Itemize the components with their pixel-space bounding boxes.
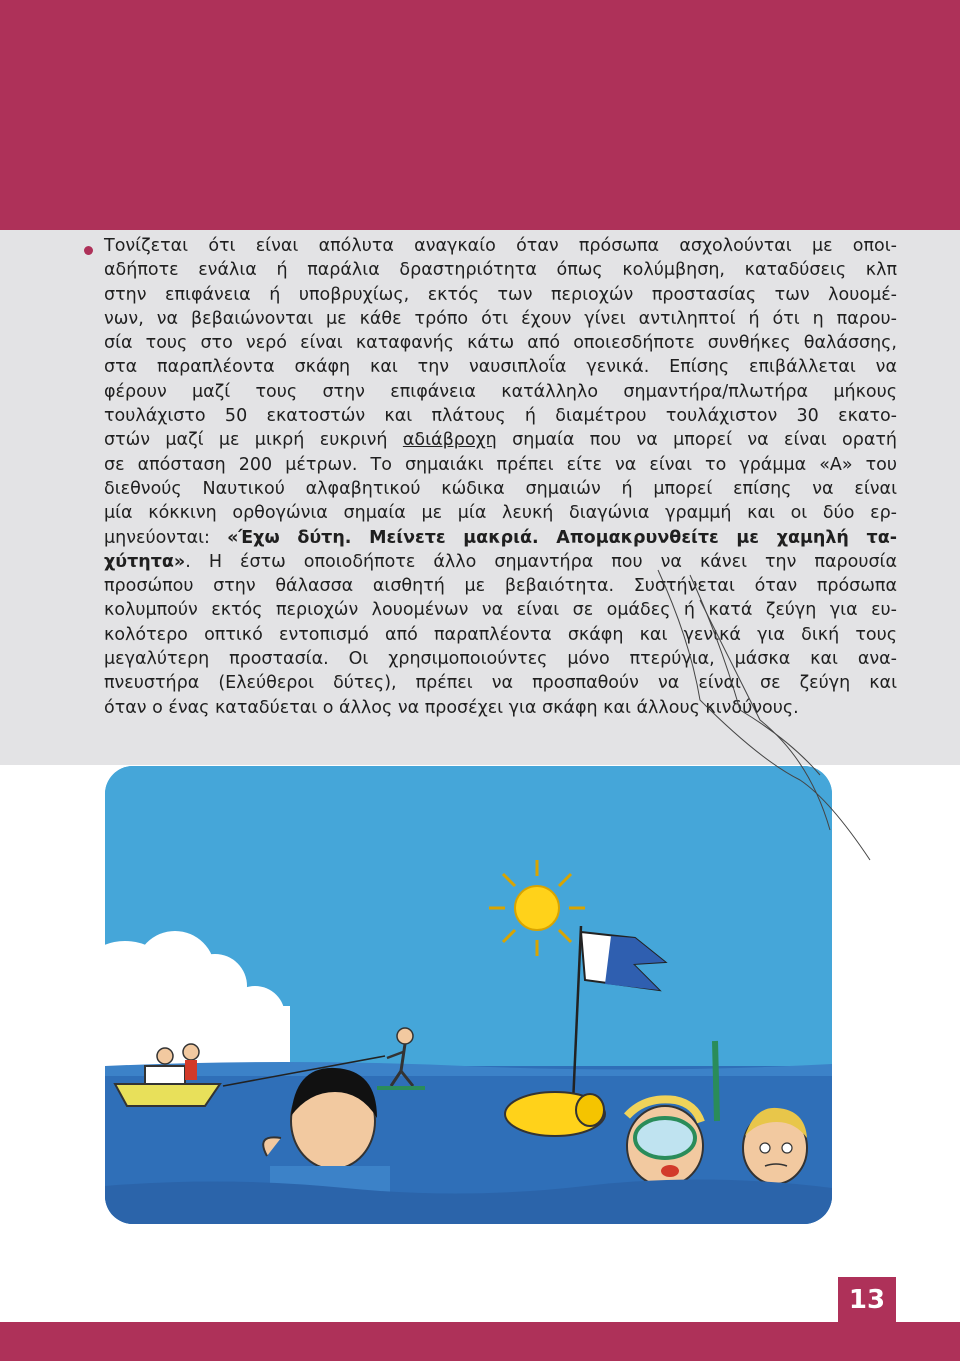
text-line: στην επιφάνεια ή υποβρυχίως, εκτός των περιοχών προστασίας των λουομέ- [104, 284, 897, 305]
header-band [0, 0, 960, 230]
text-line: φέρουν μαζί τους στην επιφάνεια κατάλληλο σημαντήρα/πλωτήρα μήκους [104, 381, 897, 402]
text-line: Τονίζεται ότι είναι απόλυτα αναγκαίο όταν πρόσωπα ασχολούνται με οποι- [104, 236, 897, 256]
text-line: αδήποτε ενάλια ή παράλια δραστηριότητα όπως κολύμβηση, καταδύσεις κλπ [104, 260, 897, 281]
text-line: διεθνούς Ναυτικού αλφαβητικού κώδικα σημαιών ή μπορεί επίσης να είναι [104, 478, 897, 499]
text-line: πνευστήρα (Ελεύθεροι δύτες), πρέπει να προσπαθούν να είναι σε ζεύγη και [104, 673, 897, 694]
article-paragraph [104, 234, 897, 720]
buoy-icon [505, 1092, 605, 1136]
text-line: κολότερο οπτικό εντοπισμό από παραπλέοντα σκάφη και γενικά για δική τους [104, 624, 897, 645]
text-line: σε απόσταση 200 μέτρων. Το σημαιάκι πρέπει είτε να είναι το γράμμα «Α» του [104, 454, 897, 475]
text-line: σία τους στο νερό είναι καταφανής κάτω από οποιεσδήποτε συνθήκες θαλάσσης, [104, 333, 897, 354]
sea-safety-illustration [105, 766, 832, 1224]
text-line: στών μαζί με μικρή ευκρινή αδιάβροχη σημαία που να μπορεί να είναι ορατή [104, 430, 897, 451]
text-line: μηνεύονται: «Έχω δύτη. Μείνετε μακριά. Απομακρυνθείτε με χαμηλή τα- [104, 527, 897, 548]
text-line: νων, να βεβαιώνονται με κάθε τρόπο ότι έχουν γίνει αντιληπτοί ή ότι η παρου- [104, 308, 897, 329]
text-line: προσώπου στην θάλασσα αισθητή με βεβαιότητα. Συστήνεται όταν πρόσωπα [104, 576, 897, 597]
text-line: μία κόκκινη ορθογώνια σημαία με μία λευκή διαγώνια γραμμή και οι δύο ερ- [104, 503, 897, 524]
page-number: 13 [838, 1277, 896, 1323]
footer-band [0, 1322, 960, 1361]
text-line: κολυμπούν εκτός περιοχών λουομένων να είναι σε ομάδες ή κατά ζεύγη για ευ- [104, 600, 897, 621]
text-line: μεγαλύτερη προστασία. Οι χρησιμοποιούντες μόνο πτερύγια, μάσκα και ανα- [104, 649, 897, 670]
bullet-icon [84, 246, 93, 255]
underlined-word: αδιάβροχη [402, 430, 497, 451]
bold-phrase: «Έχω δύτη. Μείνετε μακριά. Απομακρυνθείτε με χαμηλή τα- [227, 527, 897, 548]
bold-phrase: χύτητα» [104, 551, 186, 572]
text-line: στα παραπλέοντα σκάφη και την ναυσιπλοΐα γενικά. Επίσης επιβάλλεται να [104, 357, 897, 378]
text-line: τουλάχιστο 50 εκατοστών και πλάτους ή διαμέτρου τουλάχιστον 30 εκατο- [104, 406, 897, 427]
text-line: χύτητα». Η έστω οποιοδήποτε άλλο σημαντήρα που να κάνει την παρουσία [104, 551, 897, 572]
text-line: όταν ο ένας καταδύεται ο άλλος να προσέχει για σκάφη και άλλους κινδύνους. [104, 697, 799, 718]
sun-icon [489, 860, 585, 956]
